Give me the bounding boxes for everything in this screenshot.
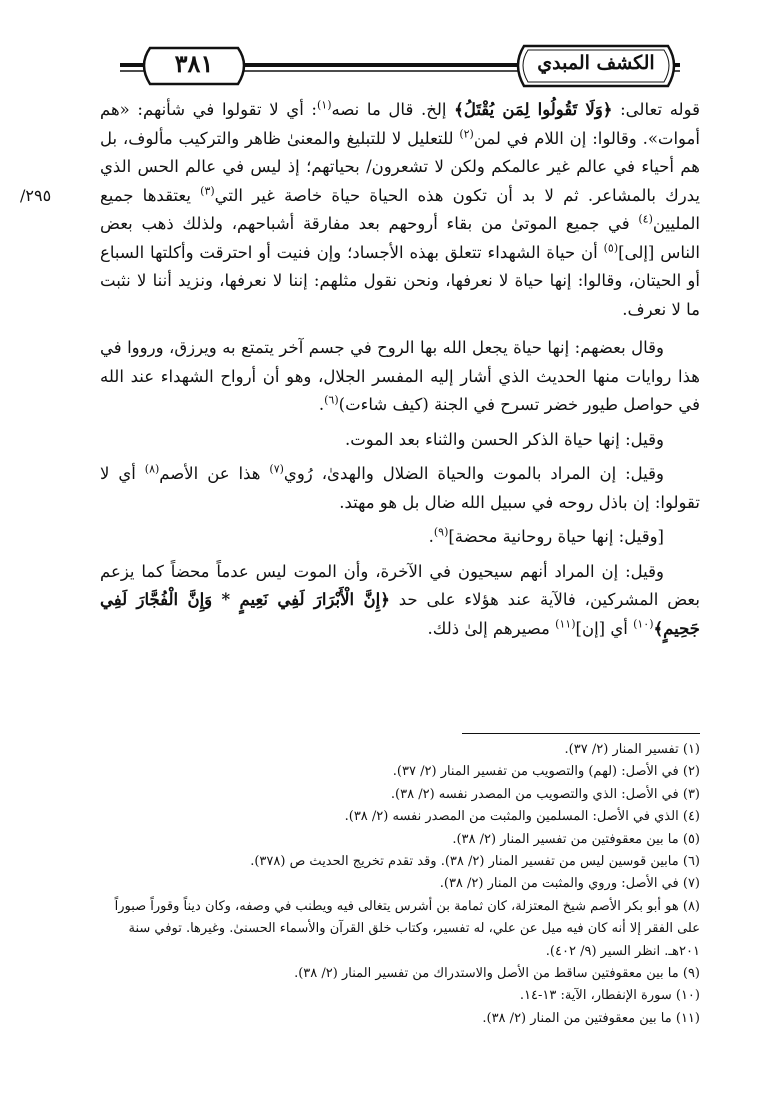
paragraph-4: وقيل: إن المراد بالموت والحياة الضلال والهدىٰ، رُوي$^{(٧)}$ هذا عن الأصم$^{(٨)}$ أي لا تقولوا: إن باذل روحه في سبيل الله ضال بل هو مهتد. xyxy=(100,462,700,512)
footnote-item: (٤) الذي في الأصل: المسلمين والمثبت من المصدر نفسه (٢/ ٣٨). xyxy=(344,809,700,825)
footnote-item: (٣) في الأصل: الذي والتصويب من المصدر نفسه (٢/ ٣٨). xyxy=(390,786,700,802)
footnote-ref: (٣) xyxy=(200,184,215,197)
paragraph-5: [وقيل: إنها حياة روحانية محضة]$^{(٩)}$. xyxy=(428,525,664,546)
footnote-item: (٥) ما بين معقوفتين من تفسير المنار (٢/ ٣٨). xyxy=(452,831,700,847)
footnote-ref: (٥) xyxy=(603,241,619,254)
footnote-item: (١٠) سورة الإنفطار، الآية: ١٣-١٤. xyxy=(519,988,700,1004)
footnotes xyxy=(100,739,700,1030)
footnote-item: (٩) ما بين معقوفتين ساقط من الأصل والاستدراك من تفسير المنار (٢/ ٣٨). xyxy=(294,966,700,982)
page-header xyxy=(120,40,680,90)
footnote-ref: (٨) xyxy=(144,462,160,476)
footnote-ref: (١٠) xyxy=(633,617,654,630)
footnote-ref: (٩) xyxy=(433,525,449,539)
page-number: ٣٨١ xyxy=(174,49,214,78)
paragraph-6: وقيل: إن المراد أنهم سيحيون في الآخرة، وأن الموت ليس عدماً محضاً كما يزعم بعض المشركين، فالآية عند هؤلاء على حد ﴿إِنَّ الْأَبْرَارَ لَفِي نَعِيمٍ * وَإِنَّ الْفُجَّارَ لَفِي جَحِيمٍ﴾$^{(١٠)}$ أي [إن]$^{(١١)}$ مصيرهم إلىٰ ذلك. xyxy=(100,561,700,638)
footnote-item: (١) تفسير المنار (٢/ ٣٧). xyxy=(564,742,700,757)
paragraph-3: وقيل: إنها حياة الذكر الحسن والثناء بعد الموت. xyxy=(344,429,664,449)
footnote-ref: (٢) xyxy=(459,127,474,140)
footnote-item: (٧) في الأصل: وروي والمثبت من المنار (٢/ ٣٨). xyxy=(439,876,700,892)
footnote-ref: (٧) xyxy=(269,462,284,476)
footnote-ref: (٤) xyxy=(638,212,653,226)
footnote-item: (٦) مابين قوسين ليس من تفسير المنار (٢/ ٣٨). وقد تقدم تخريج الحديث ص (٣٧٨). xyxy=(250,854,700,870)
main-text xyxy=(100,96,700,643)
quran-verse: ﴿إِنَّ الْأَبْرَارَ لَفِي نَعِيمٍ * وَإِنَّ الْفُجَّارَ لَفِي جَحِيمٍ﴾ xyxy=(100,590,700,638)
quran-verse: ﴿وَلَا تَقُولُوا لِمَن يُقْتَلُ﴾ xyxy=(454,100,613,119)
paragraph-1: قوله تعالى: ﴿وَلَا تَقُولُوا لِمَن يُقْتَلُ﴾ إلخ. قال ما نصه$^{(١)}$: أي لا تقولوا في شأنهم: «هم أموات». وقالوا: إن اللام في لمن$^{(٢)}$ للتعليل لا للتبليغ والمعنىٰ ظاهر والتركيب مألوف، بل هم أحياء في عالم غير عالمكم ولكن لا تشعرون/ بحياتهم؛ إذ ليس في عالم الحس الذي يدرك بالمشاعر. ثم لا بد أن تكون هذه الحياة حياة خاصة غير التي$^{(٣)}$ يعتقدها جميع المليين$^{(٤)}$ في جميع الموتىٰ من بقاء أروحهم بعد مفارقة أشباحهم، ولذلك ذهب بعض الناس [إلى]$^{(٥)}$ أن حياة الشهداء تتعلق بهذه الأجساد؛ وإن فنيت أو احترقت وأكلتها السباع أو الحيتان، وقالوا: إنها حياة لا نعرفها، ونحن نقول مثلهم: إننا لا نعرفها، ونزيد أننا لا نثبت ما لا نعرف. xyxy=(100,98,700,319)
footnote-ref: (١١) xyxy=(555,617,576,630)
book-title: الكشف المبدي xyxy=(537,52,655,74)
margin-page-reference: ٢٩٥/ xyxy=(20,186,52,205)
footnote-divider xyxy=(462,733,700,734)
footnote-item: (١١) ما بين معقوفتين من المنار (٢/ ٣٨). xyxy=(482,1010,700,1026)
paragraph-2: وقال بعضهم: إنها حياة يجعل الله بها الروح في جسم آخر يتمتع به ويرزق، ورووا في هذا روايات منها الحديث الذي أشار إليه المفسر الجلال، وهو أن أرواح الشهداء عند الله في حواصل طيور خضر تسرح في الجنة (كيف شاءت)$^{(٦)}$. xyxy=(100,338,700,414)
footnote-ref: (٦) xyxy=(324,393,339,407)
footnote-item: (٨) هو أبو بكر الأصم شيخ المعتزلة، كان ثمامة بن أشرس يتغالى فيه ويطنب في وصفه، وكان ديناً وقوراً صبوراً على الفقر إلا أنه كان فيه ميل عن علي، له تفسير، وكتاب خلق القرآن والأسماء الحسنىٰ. وغيرها. توفي سنة ٢٠١هـ. انظر السير (٩/ ٤٠٢). xyxy=(114,898,700,959)
footnote-ref: (١) xyxy=(317,98,332,112)
footnote-item: (٢) في الأصل: (لهم) والتصويب من تفسير المنار (٢/ ٣٧). xyxy=(392,764,700,780)
